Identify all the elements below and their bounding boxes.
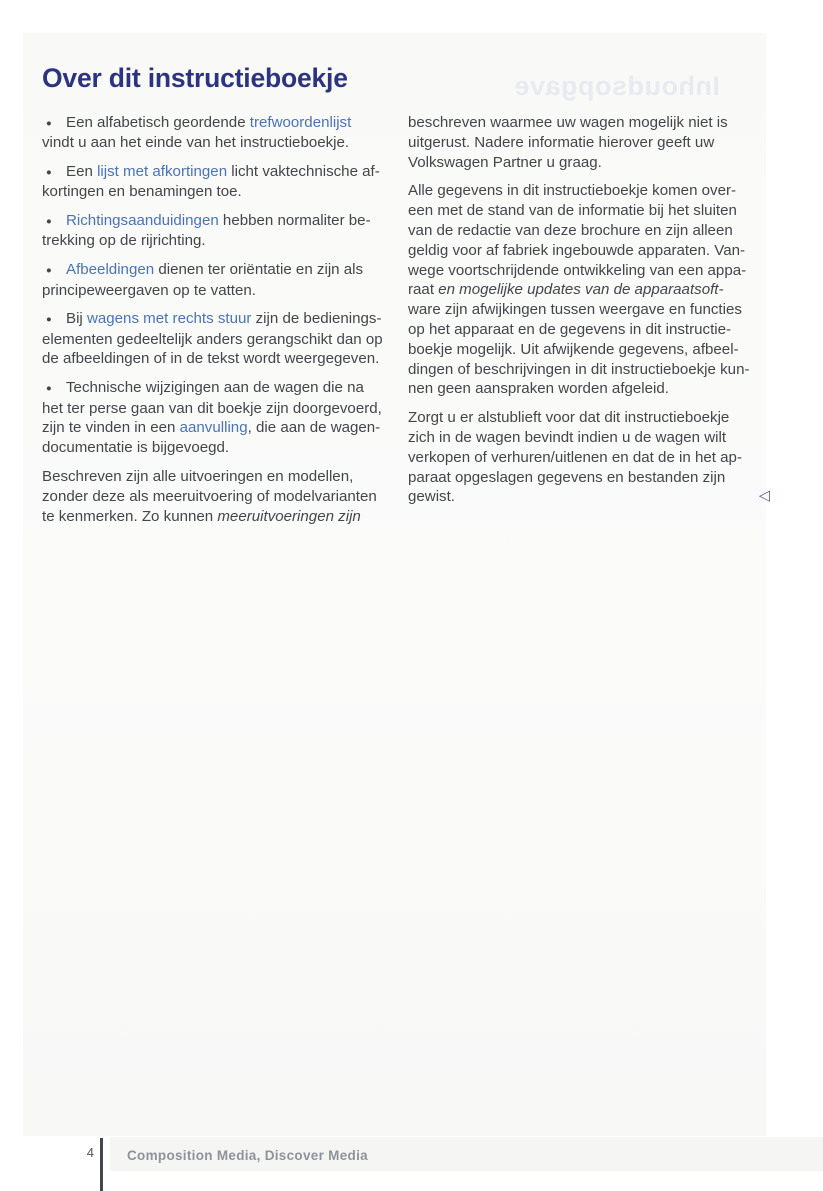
bullet-item [42, 113, 396, 153]
text-line [408, 468, 772, 488]
text-run: paraat opgeslagen gegevens en bestanden zijn [408, 468, 726, 486]
text-run: Technische wijzigingen aan de wagen die na [66, 379, 364, 397]
text-run: en mogelijke updates van de apparaatsoft- [438, 281, 724, 299]
text-run: geldig voor af fabriek ingebouwde apparaten. Van- [408, 241, 746, 259]
text-line [42, 330, 396, 350]
bleedthrough-ghost-title: Inhoudsopgave [513, 71, 720, 101]
bullet-item [42, 378, 396, 458]
paragraph [408, 408, 772, 507]
text-line [42, 378, 396, 398]
text-run: beschreven waarmee uw wagen mogelijk niet is [408, 114, 728, 131]
bullet-icon: ● [46, 382, 52, 394]
text-run: ware zijn afwijkingen tussen weergave en functies [408, 301, 742, 319]
cross-reference-link[interactable]: lijst met afkortingen [97, 163, 228, 181]
cross-reference-link[interactable]: Richtingsaanduidingen [66, 212, 219, 230]
text-run: trekking op de rijrichting. [42, 232, 206, 250]
text-run: het ter perse gaan van dit boekje zijn doorgevoerd, [42, 399, 382, 417]
text-line [408, 300, 772, 320]
text-line [408, 428, 772, 448]
text-line [408, 320, 772, 340]
text-line [42, 507, 396, 527]
text-run: principeweergaven op te vatten. [42, 281, 256, 299]
text-run: te kenmerken. Zo kunnen [42, 507, 218, 525]
text-run: meeruitvoeringen zijn [217, 507, 361, 525]
text-line [42, 467, 396, 487]
text-run: elementen gedeeltelijk anders gerangschikt dan op [42, 330, 383, 348]
text-run: kortingen en benamingen toe. [42, 183, 242, 201]
text-line [408, 241, 772, 261]
text-line [408, 448, 772, 468]
text-line [42, 399, 396, 419]
text-line [408, 133, 772, 153]
text-line [42, 211, 396, 231]
text-line [42, 438, 396, 458]
text-line [408, 280, 772, 300]
text-run: zonder deze als meeruitvoering of modelvarianten [42, 487, 377, 505]
text-run: vindt u aan het einde van het instructieboekje. [42, 134, 350, 152]
text-line [42, 133, 396, 153]
text-run: licht vaktechnische af- [227, 163, 380, 181]
text-run: Volkswagen Partner u graag. [408, 153, 602, 171]
text-line [408, 340, 772, 360]
text-line [42, 309, 396, 329]
text-run: boekje mogelijk. Uit afwijkende gegevens, afbeel- [408, 340, 739, 358]
right-column [408, 113, 772, 516]
text-line [408, 261, 772, 281]
cross-reference-link[interactable]: trefwoordenlijst [249, 114, 352, 131]
cross-reference-link[interactable]: Afbeeldingen [66, 261, 155, 279]
bullet-icon: ● [46, 313, 52, 325]
text-run: uitgerust. Nadere informatie hierover geeft uw [408, 133, 715, 151]
text-run: op het apparaat en de gegevens in dit instructie- [408, 320, 732, 338]
text-line [408, 181, 772, 201]
text-run: een met de stand van de informatie bij het sluiten [408, 202, 737, 220]
text-line [42, 281, 396, 301]
text-run: nen geen aanspraken worden afgeleid. [408, 380, 669, 398]
bullet-icon: ● [46, 117, 52, 129]
text-line [408, 201, 772, 221]
page-title: Over dit instructieboekje [42, 63, 348, 93]
text-run: raat [408, 281, 439, 299]
text-line [408, 487, 772, 507]
text-run: Een alfabetisch geordende [66, 114, 250, 131]
paragraph [408, 113, 772, 172]
text-line [42, 182, 396, 202]
text-run: Een [66, 163, 98, 181]
text-run: Alle gegevens in dit instructieboekje komen over- [408, 182, 737, 200]
bullet-icon: ● [46, 215, 52, 227]
text-run: gewist. [408, 488, 455, 506]
footer-divider [100, 1138, 103, 1191]
text-line [408, 221, 772, 241]
text-run: hebben normaliter be- [218, 212, 371, 230]
text-run: verkopen of verhuren/uitlenen en dat de in het ap- [408, 448, 742, 466]
bullet-icon: ● [46, 166, 52, 178]
text-line [408, 360, 772, 380]
cross-reference-link[interactable]: wagens met rechts stuur [86, 310, 252, 328]
left-column [42, 113, 396, 535]
text-line [42, 418, 396, 438]
paragraph [408, 181, 772, 399]
text-line [408, 113, 772, 133]
text-run: de afbeeldingen of in de tekst wordt weergegeven. [42, 350, 380, 368]
text-line [42, 260, 396, 280]
bullet-item [42, 211, 396, 251]
text-line [408, 408, 772, 428]
text-run: documentatie is bijgevoegd. [42, 439, 230, 457]
text-run: van de redactie van deze brochure en zijn alleen [408, 221, 733, 239]
text-run: zich in de wagen bevindt indien u de wagen wilt [408, 428, 727, 446]
text-run: wege voortschrijdende ontwikkeling van een appa- [408, 261, 747, 279]
paragraph [42, 467, 396, 526]
text-run: , die aan de wagen- [247, 419, 381, 437]
bullet-icon: ● [46, 264, 52, 276]
bullet-item [42, 162, 396, 202]
text-run: zijn de bedienings- [251, 310, 382, 328]
scanned-page [23, 33, 770, 1136]
page-number: 4 [86, 1145, 94, 1160]
text-line [408, 153, 772, 173]
text-line [42, 162, 396, 182]
text-line [408, 379, 772, 399]
text-line [42, 487, 396, 507]
bullet-item [42, 260, 396, 300]
footer-chapter-title: Composition Media, Discover Media [127, 1148, 368, 1163]
section-end-triangle-icon: ◁ [758, 488, 770, 505]
bullet-item [42, 309, 396, 369]
text-run: Beschreven zijn alle uitvoeringen en modellen, [42, 467, 354, 485]
text-run: zijn te vinden in een [42, 419, 180, 437]
text-line [42, 113, 396, 133]
text-line [42, 349, 396, 369]
text-run: Zorgt u er alstublieft voor dat dit instructieboekje [408, 409, 730, 427]
text-run: dingen of beschrijvingen in dit instructieboekje kun- [408, 360, 750, 378]
cross-reference-link[interactable]: aanvulling [179, 419, 248, 437]
text-line [42, 231, 396, 251]
text-run: dienen ter oriëntatie en zijn als [154, 261, 364, 279]
text-run: Bij [66, 310, 87, 328]
